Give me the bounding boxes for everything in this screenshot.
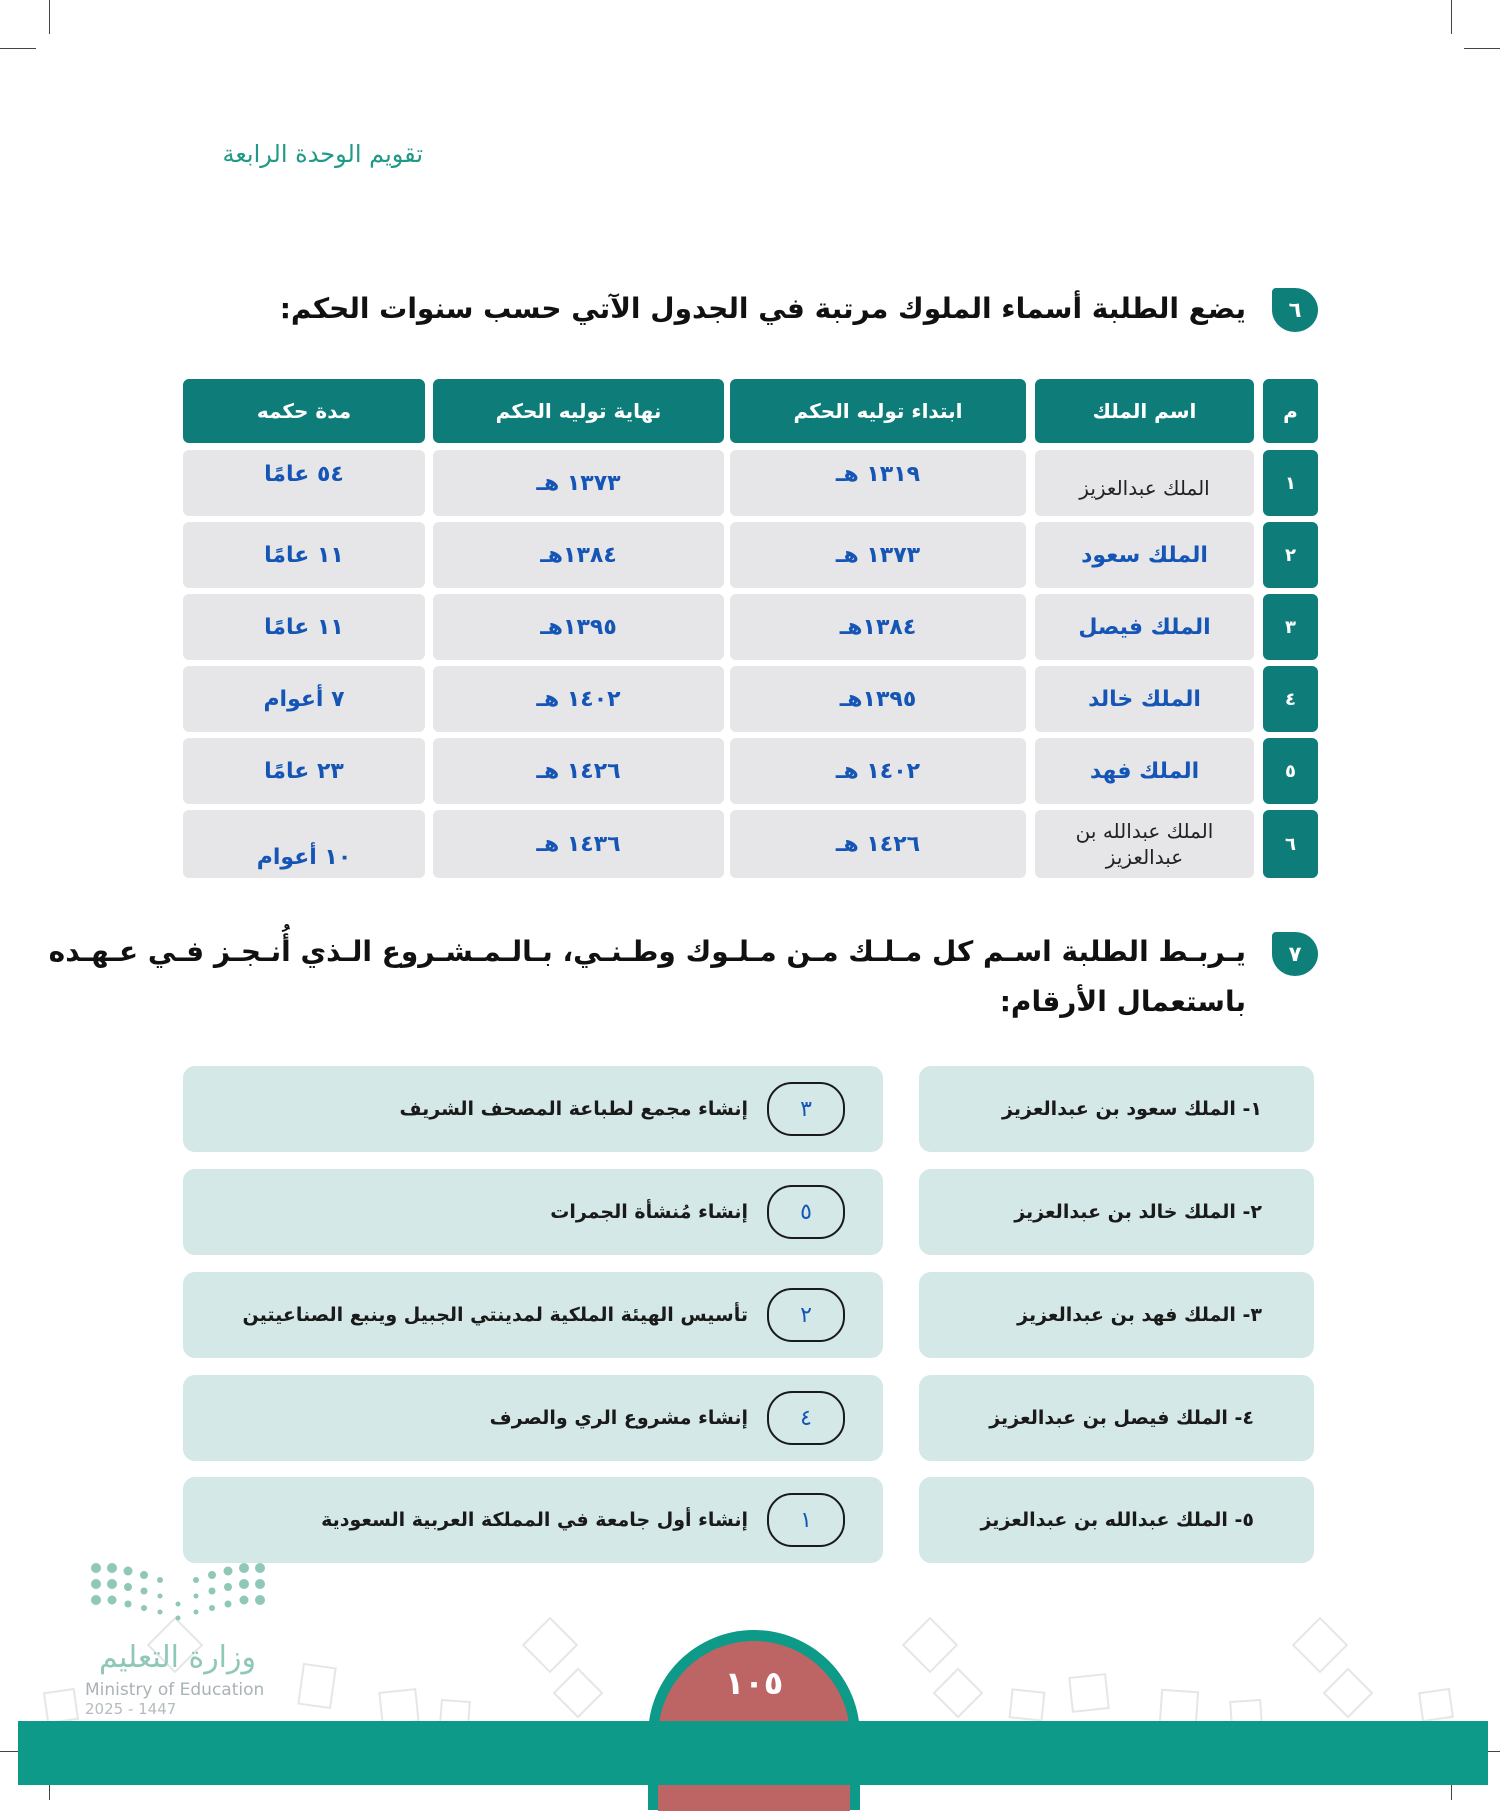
crop-mark [1464, 48, 1500, 49]
answer-number: ١ [800, 1507, 812, 1533]
header-duration: مدة حكمه [183, 379, 425, 443]
page-number: ١٠٥ [724, 1664, 784, 1702]
king-item [919, 1169, 1314, 1255]
answer-number: ٤ [800, 1405, 812, 1431]
answer-oval[interactable] [767, 1185, 845, 1239]
header-index: م [1263, 379, 1318, 443]
footer-bar [18, 1721, 1488, 1785]
row-start: ١٤٢٦ هـ [730, 810, 1026, 878]
project-item [183, 1272, 883, 1358]
header-end: نهاية توليه الحكم [433, 379, 724, 443]
project-label: إنشاء مُنشأة الجمرات [550, 1201, 748, 1223]
king-label: ٢- الملك خالد بن عبدالعزيز [1014, 1201, 1262, 1223]
row-king-name: الملك فيصل [1035, 594, 1254, 660]
row-duration: ٧ أعوام [183, 666, 425, 732]
header-start: ابتداء توليه الحكم [730, 379, 1026, 443]
answer-number: ٣ [800, 1096, 812, 1122]
row-start: ١٣٧٣ هـ [730, 522, 1026, 588]
row-duration: ١١ عامًا [183, 522, 425, 588]
crop-mark [1451, 0, 1452, 34]
row-end: ١٣٨٤هـ [433, 522, 724, 588]
king-label: ٣- الملك فهد بن عبدالعزيز [1017, 1304, 1262, 1326]
king-item [919, 1066, 1314, 1152]
row-king-name: الملك سعود [1035, 522, 1254, 588]
project-label: إنشاء مجمع لطباعة المصحف الشريف [399, 1098, 748, 1120]
row-end: ١٤٣٦ هـ [433, 810, 724, 878]
row-duration: ٥٤ عامًا [183, 450, 425, 516]
project-label: تأسيس الهيئة الملكية لمدينتي الجبيل وينبع الصناعيتين [242, 1304, 748, 1326]
answer-oval[interactable] [767, 1288, 845, 1342]
answer-number: ٥ [800, 1199, 812, 1225]
row-end: ١٣٩٥هـ [433, 594, 724, 660]
row-king-name [1035, 810, 1254, 878]
unit-title: تقويم الوحدة الرابعة [222, 140, 423, 168]
project-item [183, 1477, 883, 1563]
row-king-name: الملك فهد [1035, 738, 1254, 804]
king-label: ٥- الملك عبدالله بن عبدالعزيز [980, 1509, 1254, 1531]
king-name-line2: عبدالعزيز [1105, 845, 1184, 869]
crop-mark [0, 48, 36, 49]
question-7-text-line1: يـربـط الطلبة اسـم كل مـلـك مـن مـلـوك وطـنـي، بـالـمـشـروع الـذي أُنـجـز فـي عـهـده [48, 935, 1246, 968]
row-start: ١٣٩٥هـ [730, 666, 1026, 732]
row-index: ٦ [1263, 810, 1318, 878]
row-start: ١٣٨٤هـ [730, 594, 1026, 660]
row-end: ١٣٧٣ هـ [433, 450, 724, 516]
header-king-name: اسم الملك [1035, 379, 1254, 443]
project-item [183, 1169, 883, 1255]
row-duration: ١٠ أعوام [183, 810, 425, 878]
project-label: إنشاء مشروع الري والصرف [489, 1407, 748, 1429]
row-index: ٢ [1263, 522, 1318, 588]
crop-mark [49, 0, 50, 34]
row-start: ١٣١٩ هـ [730, 450, 1026, 516]
row-start: ١٤٠٢ هـ [730, 738, 1026, 804]
project-item [183, 1066, 883, 1152]
row-duration: ١١ عامًا [183, 594, 425, 660]
king-item [919, 1272, 1314, 1358]
row-end: ١٤٠٢ هـ [433, 666, 724, 732]
answer-oval[interactable] [767, 1493, 845, 1547]
ministry-name-english: Ministry of Education [85, 1680, 265, 1700]
row-duration: ٢٣ عامًا [183, 738, 425, 804]
row-king-name: الملك عبدالعزيز [1035, 450, 1254, 516]
question-7-text-line2: باستعمال الأرقام: [999, 985, 1246, 1018]
row-index: ٥ [1263, 738, 1318, 804]
question-7-badge [1272, 932, 1318, 976]
king-label: ١- الملك سعود بن عبدالعزيز [1002, 1098, 1262, 1120]
king-item [919, 1375, 1314, 1461]
edition-year: 2025 - 1447 [85, 1700, 177, 1718]
question-number: ٦ [1288, 298, 1302, 322]
ministry-logo-icon [88, 1562, 268, 1622]
row-index: ١ [1263, 450, 1318, 516]
row-index: ٣ [1263, 594, 1318, 660]
project-label: إنشاء أول جامعة في المملكة العربية السعودية [321, 1509, 748, 1531]
king-item [919, 1477, 1314, 1563]
king-name-line1: الملك عبدالله بن [1075, 819, 1214, 843]
king-label: ٤- الملك فيصل بن عبدالعزيز [989, 1407, 1254, 1429]
answer-oval[interactable] [767, 1391, 845, 1445]
answer-oval[interactable] [767, 1082, 845, 1136]
answer-number: ٢ [800, 1302, 812, 1328]
question-6-text: يضع الطلبة أسماء الملوك مرتبة في الجدول الآتي حسب سنوات الحكم: [279, 292, 1246, 325]
row-end: ١٤٢٦ هـ [433, 738, 724, 804]
ministry-name-arabic: وزارة التعليم [98, 1640, 256, 1675]
question-number: ٧ [1288, 942, 1302, 966]
project-item [183, 1375, 883, 1461]
question-6-badge [1272, 288, 1318, 332]
row-index: ٤ [1263, 666, 1318, 732]
row-king-name: الملك خالد [1035, 666, 1254, 732]
